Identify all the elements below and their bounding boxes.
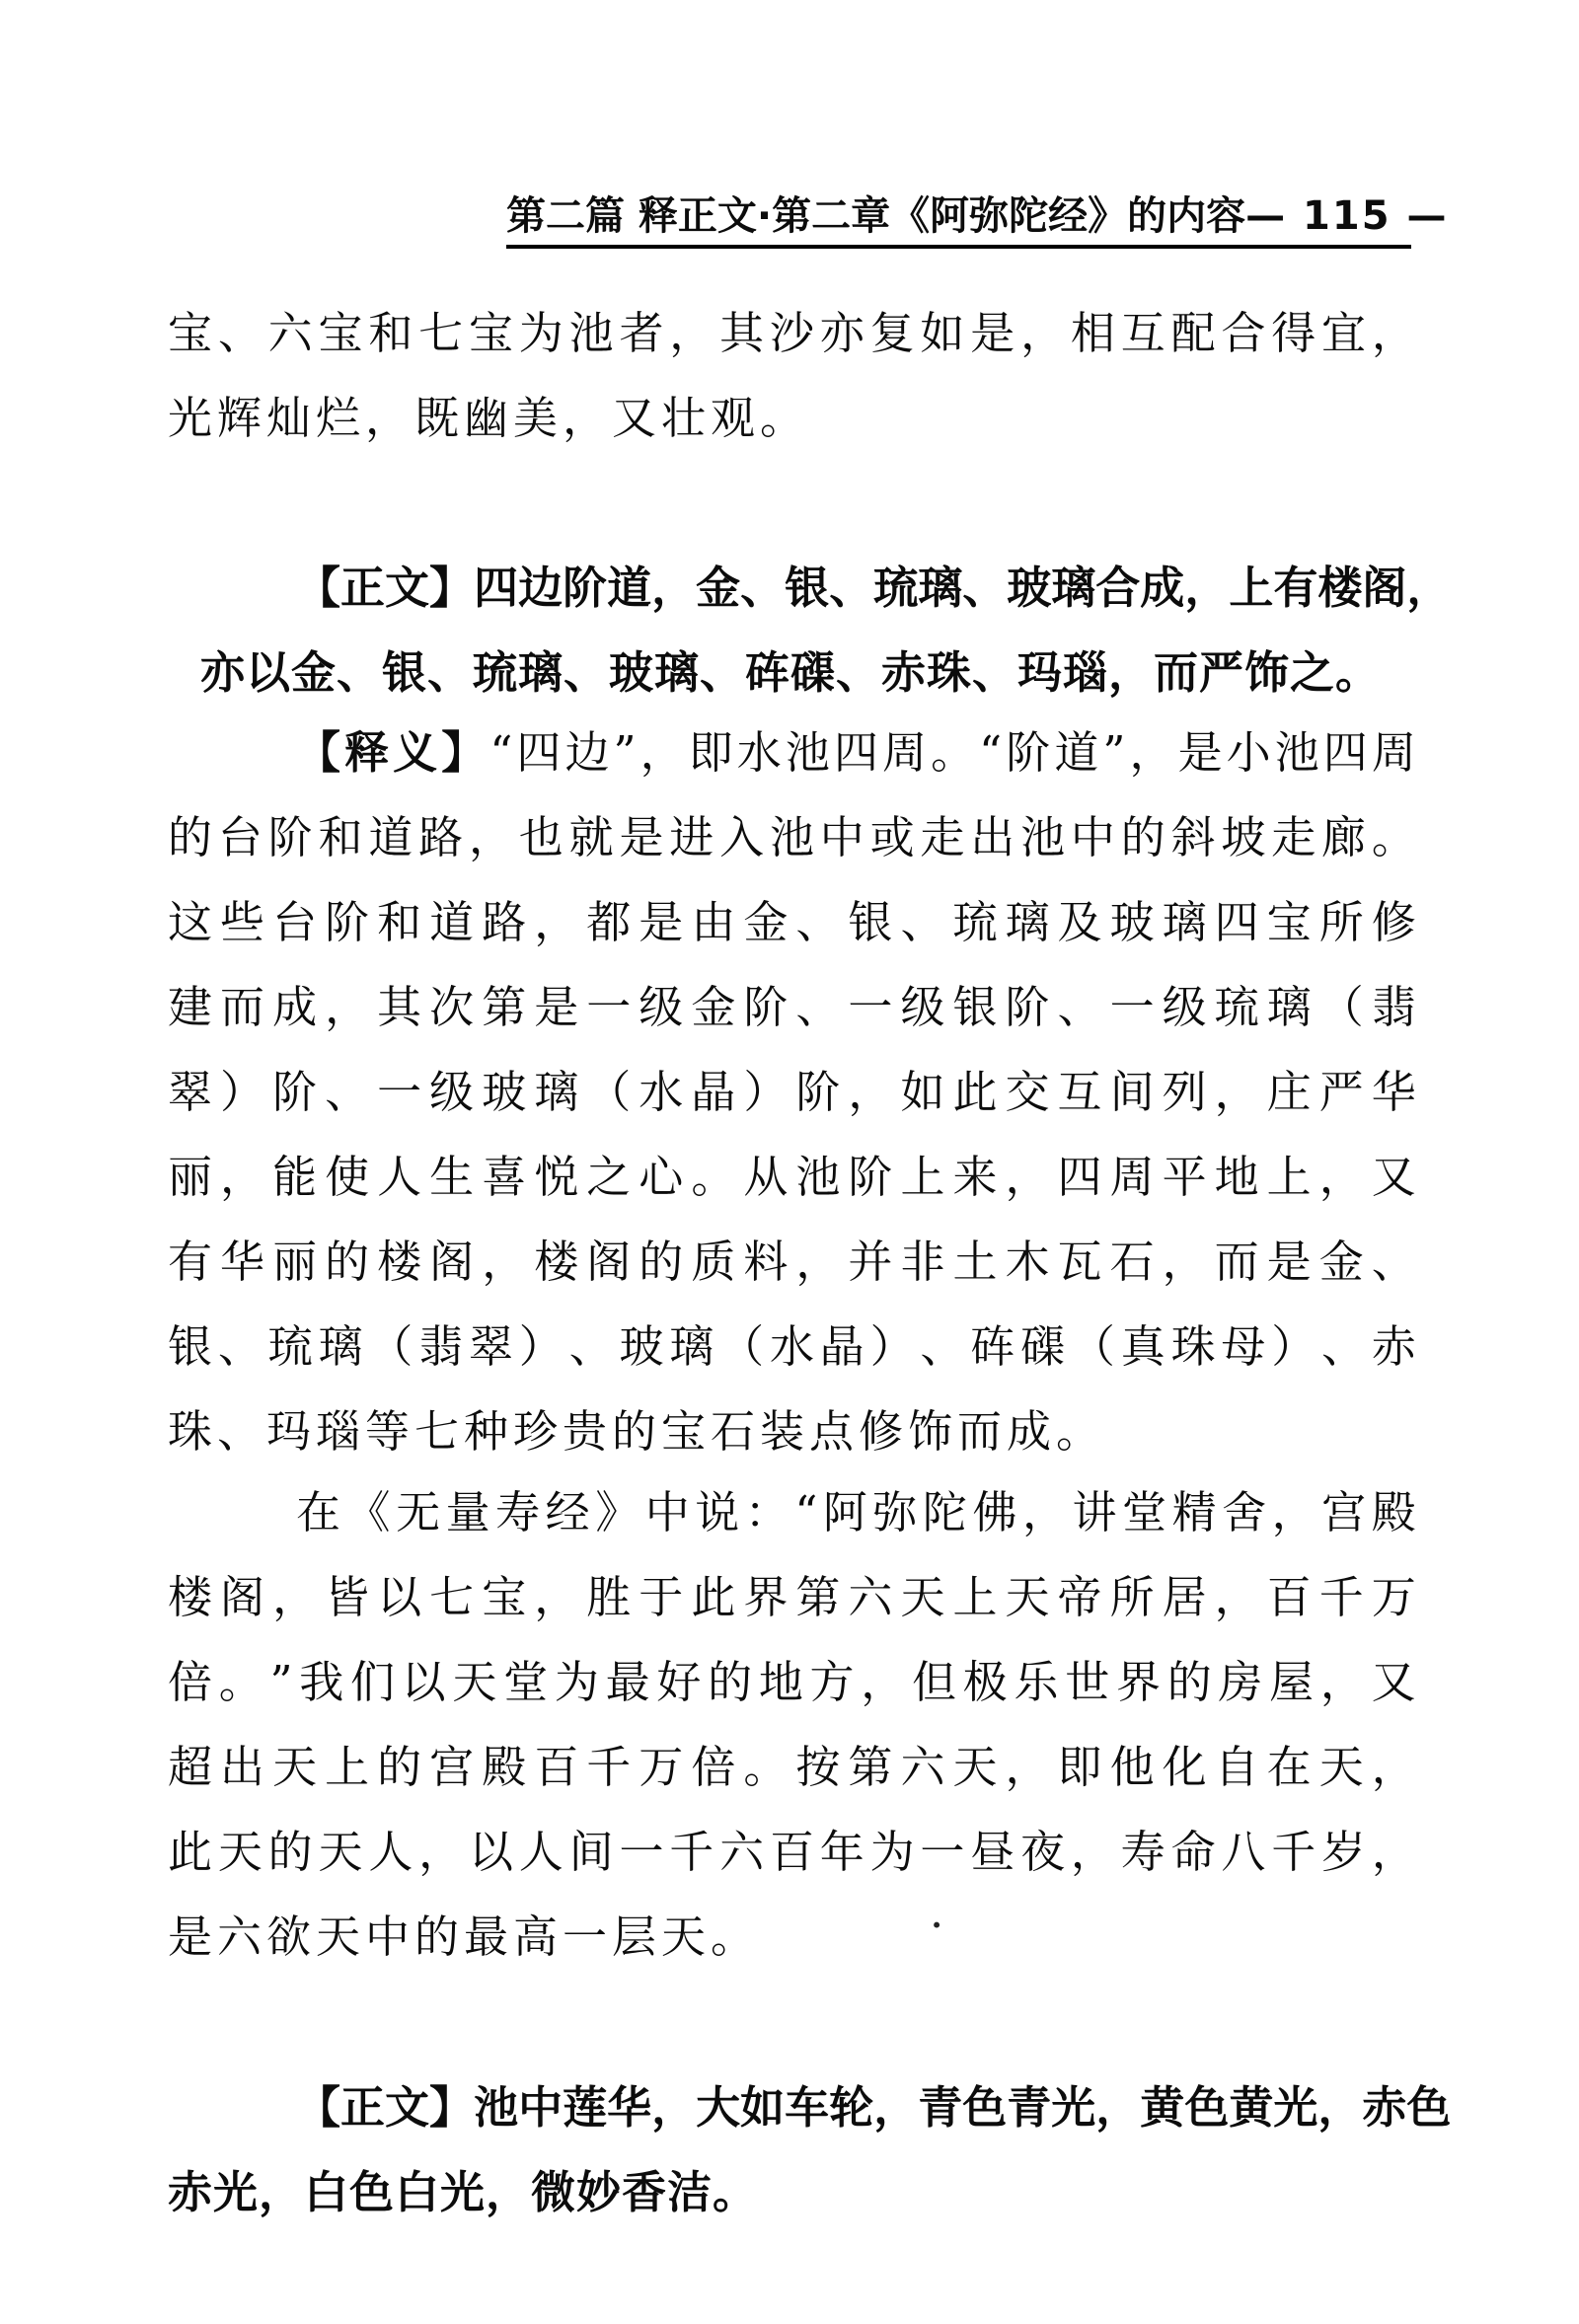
text-line: 倍 。 ” 我 们 以 天 堂 为 最 好 的 地 方 ， 但 极 乐 世 界 的 房 屋 ， 又 [168, 1656, 1416, 1708]
zhengwen-block-1 [168, 546, 1452, 715]
zhengwen-block-2 [168, 2065, 1452, 2235]
running-title: 第二篇 释正文·第二章《阿弥陀经》的内容 [506, 193, 1246, 239]
scan-artifact-dot: · [930, 1899, 944, 1951]
text-line: 珠、玛瑙等七种珍贵的宝石装点修饰而成。 [168, 1405, 1106, 1458]
text-line: 光辉灿烂，既幽美，又壮观。 [168, 392, 810, 444]
text-line: 赤光，白色白光，微妙香洁。 [168, 2166, 759, 2218]
text-line: 宝 、 六 宝 和 七 宝 为 池 者 ， 其 沙 亦 复 如 是 ， 相 互 配 合 得 宜 ， [168, 307, 1416, 359]
para-intro [168, 291, 1416, 461]
text-line: 是六欲天中的最高一层天。 [168, 1911, 761, 1963]
text-line: 楼 阁 ， 皆 以 七 宝 ， 胜 于 此 界 第 六 天 上 天 帝 所 居 ， 百 千 万 [168, 1571, 1416, 1623]
text-line: 建 而 成 ， 其 次 第 是 一 级 金 阶 、 一 级 银 阶 、 一 级 琉 璃 （ 翡 [168, 981, 1416, 1033]
shiyi-block [168, 711, 1416, 1474]
text-line: 亦以金、银、琉璃、玻璃、砗磲、赤珠、玛瑙，而严饰之。 [200, 646, 1382, 699]
text-line: 在 《 无 量 寿 经 》 中 说 ： “ 阿 弥 陀 佛 ， 讲 堂 精 舍 ， 宫 殿 [296, 1486, 1416, 1538]
text-line: 有 华 丽 的 楼 阁 ， 楼 阁 的 质 料 ， 并 非 土 木 瓦 石 ， 而 是 金 、 [168, 1236, 1416, 1288]
text-line: 【 正 文 】 四 边 阶 道 ， 金 、 银 、 琉 璃 、 玻 璃 合 成 ， 上 有 楼 阁 ， [296, 562, 1452, 614]
text-line: 超 出 天 上 的 宫 殿 百 千 万 倍 。 按 第 六 天 ， 即 他 化 自 在 天 ， [168, 1741, 1416, 1793]
text-line: 这 些 台 阶 和 道 路 ， 都 是 由 金 、 银 、 琉 璃 及 玻 璃 四 宝 所 修 [168, 896, 1416, 948]
page-number: — 115 — [1245, 193, 1449, 239]
text-line: 此 天 的 天 人 ， 以 人 间 一 千 六 百 年 为 一 昼 夜 ， 寿 命 八 千 岁 ， [168, 1826, 1416, 1878]
text-line: 【 正 文 】 池 中 莲 华 ， 大 如 车 轮 ， 青 色 青 光 ， 黄 色 黄 光 ， 赤 色 [296, 2081, 1452, 2134]
text-line: 的 台 阶 和 道 路 ， 也 就 是 进 入 池 中 或 走 出 池 中 的 斜 坡 走 廊 。 [168, 811, 1416, 863]
text-line: 银 、 琉 璃 （ 翡 翠 ） 、 玻 璃 （ 水 晶 ） 、 砗 磲 （ 真 珠 母 ） 、 赤 [168, 1320, 1416, 1373]
text-line: 翠 ） 阶 、 一 级 玻 璃 （ 水 晶 ） 阶 ， 如 此 交 互 间 列 ， 庄 严 华 [168, 1066, 1416, 1118]
text-line: 【 释 义 】 “ 四 边 ” ， 即 水 池 四 周 。 “ 阶 道 ” ， 是 小 池 四 周 [296, 726, 1416, 779]
text-line: 丽 ， 能 使 人 生 喜 悦 之 心 。 从 池 阶 上 来 ， 四 周 平 地 上 ， 又 [168, 1151, 1416, 1203]
para-wuliangshou [168, 1470, 1416, 1980]
